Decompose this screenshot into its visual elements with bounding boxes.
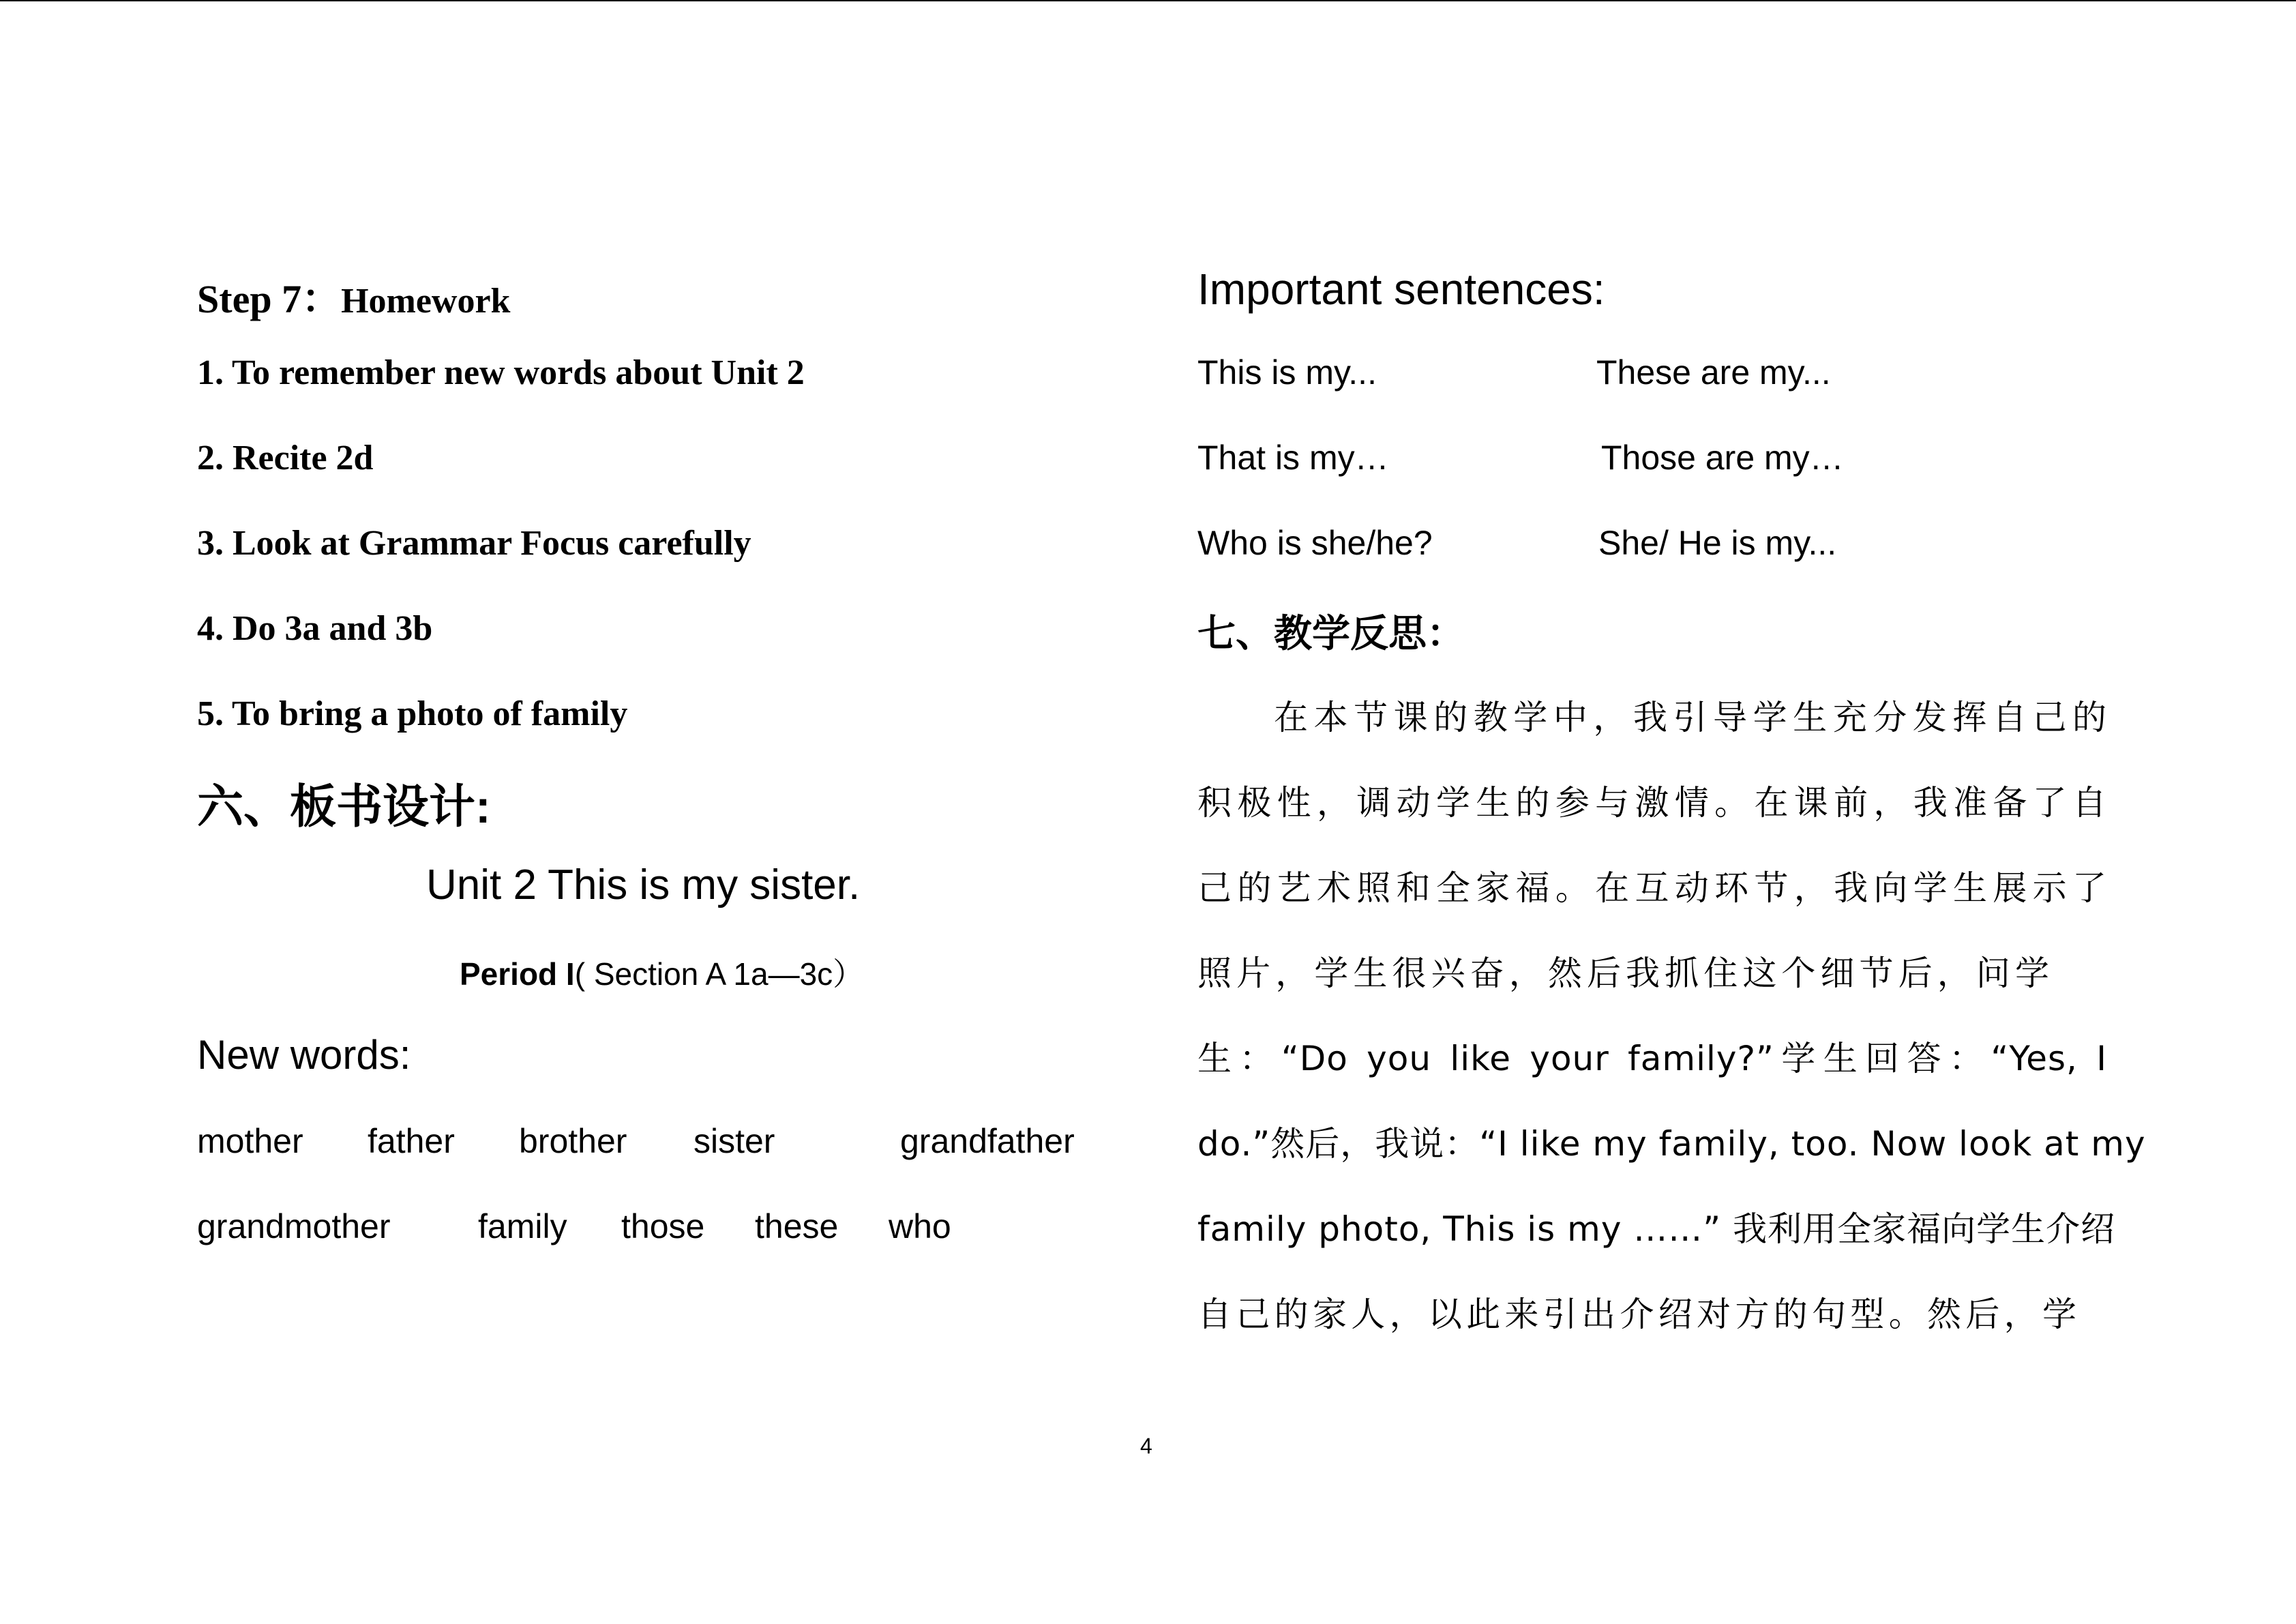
word-item: who <box>889 1207 951 1245</box>
word-item: family <box>478 1207 567 1245</box>
sentence-singular: This is my... <box>1197 353 1377 392</box>
homework-item-4: 4. Do 3a and 3b <box>197 609 433 648</box>
words-row-1 <box>197 1121 1114 1169</box>
period-label: Period I <box>460 956 575 992</box>
sentence-plural: These are my... <box>1596 353 1831 392</box>
word-item: grandfather <box>900 1122 1075 1160</box>
section-6-heading <box>197 770 491 836</box>
word-item: those <box>621 1207 705 1245</box>
step-7-heading <box>197 267 510 324</box>
step-subtitle: Homework <box>341 282 511 321</box>
section-7-heading: 七、教学反思： <box>1197 612 1465 656</box>
sentence-question: Who is she/he? <box>1197 524 1433 562</box>
reflection-line: 在本节课的教学中，我引导学生充分发挥自己的 <box>1274 698 2107 737</box>
sentence-plural: Those are my… <box>1601 439 1844 477</box>
section-6-text: 六、板书设计 <box>197 780 476 834</box>
period-section: ( Section A 1a—3c） <box>574 956 865 992</box>
board-title: Unit 2 This is my sister. <box>426 861 861 909</box>
reflection-line: family photo, This is my ……” 我利用全家福向学生介绍 <box>1197 1209 2116 1249</box>
homework-item-3: 3. Look at Grammar Focus carefully <box>197 524 751 563</box>
sentence-row <box>1197 523 2107 571</box>
new-words-heading: New words: <box>197 1032 411 1078</box>
homework-item-2: 2. Recite 2d <box>197 439 374 477</box>
sentence-row <box>1197 438 2107 486</box>
word-item: these <box>755 1207 839 1245</box>
sentence-answer: She/ He is my... <box>1598 524 1837 562</box>
word-item: brother <box>519 1122 627 1160</box>
homework-item-5: 5. To bring a photo of family <box>197 694 628 733</box>
section-6-colon: : <box>475 781 491 833</box>
period-line <box>460 949 864 994</box>
word-item: sister <box>694 1122 775 1160</box>
reflection-line: do.”然后，我说：“I like my family, too. Now look at my <box>1197 1124 2146 1164</box>
important-sentences-heading: Important sentences: <box>1197 265 1605 314</box>
reflection-line: 己的艺术照和全家福。在互动环节，我向学生展示了 <box>1197 868 2107 908</box>
sentence-row <box>1197 353 2107 400</box>
step-title: Step 7： <box>197 277 342 321</box>
word-item: father <box>368 1122 455 1160</box>
word-item: mother <box>197 1122 303 1160</box>
reflection-line: 照片，学生很兴奋，然后我抓住这个细节后，问学 <box>1197 954 2050 993</box>
sentence-singular: That is my… <box>1197 439 1389 477</box>
word-item: grandmother <box>197 1207 391 1245</box>
page-number: 4 <box>1140 1434 1152 1458</box>
reflection-line: 生：“Do you like your family?”学生回答：“Yes, I <box>1197 1039 2107 1078</box>
words-row-2 <box>197 1207 1114 1254</box>
reflection-line: 自己的家人，以此来引出介绍对方的句型。然后，学 <box>1197 1295 2077 1334</box>
reflection-line: 积极性，调动学生的参与激情。在课前，我准备了自 <box>1197 783 2107 823</box>
homework-item-1: 1. To remember new words about Unit 2 <box>197 353 805 392</box>
